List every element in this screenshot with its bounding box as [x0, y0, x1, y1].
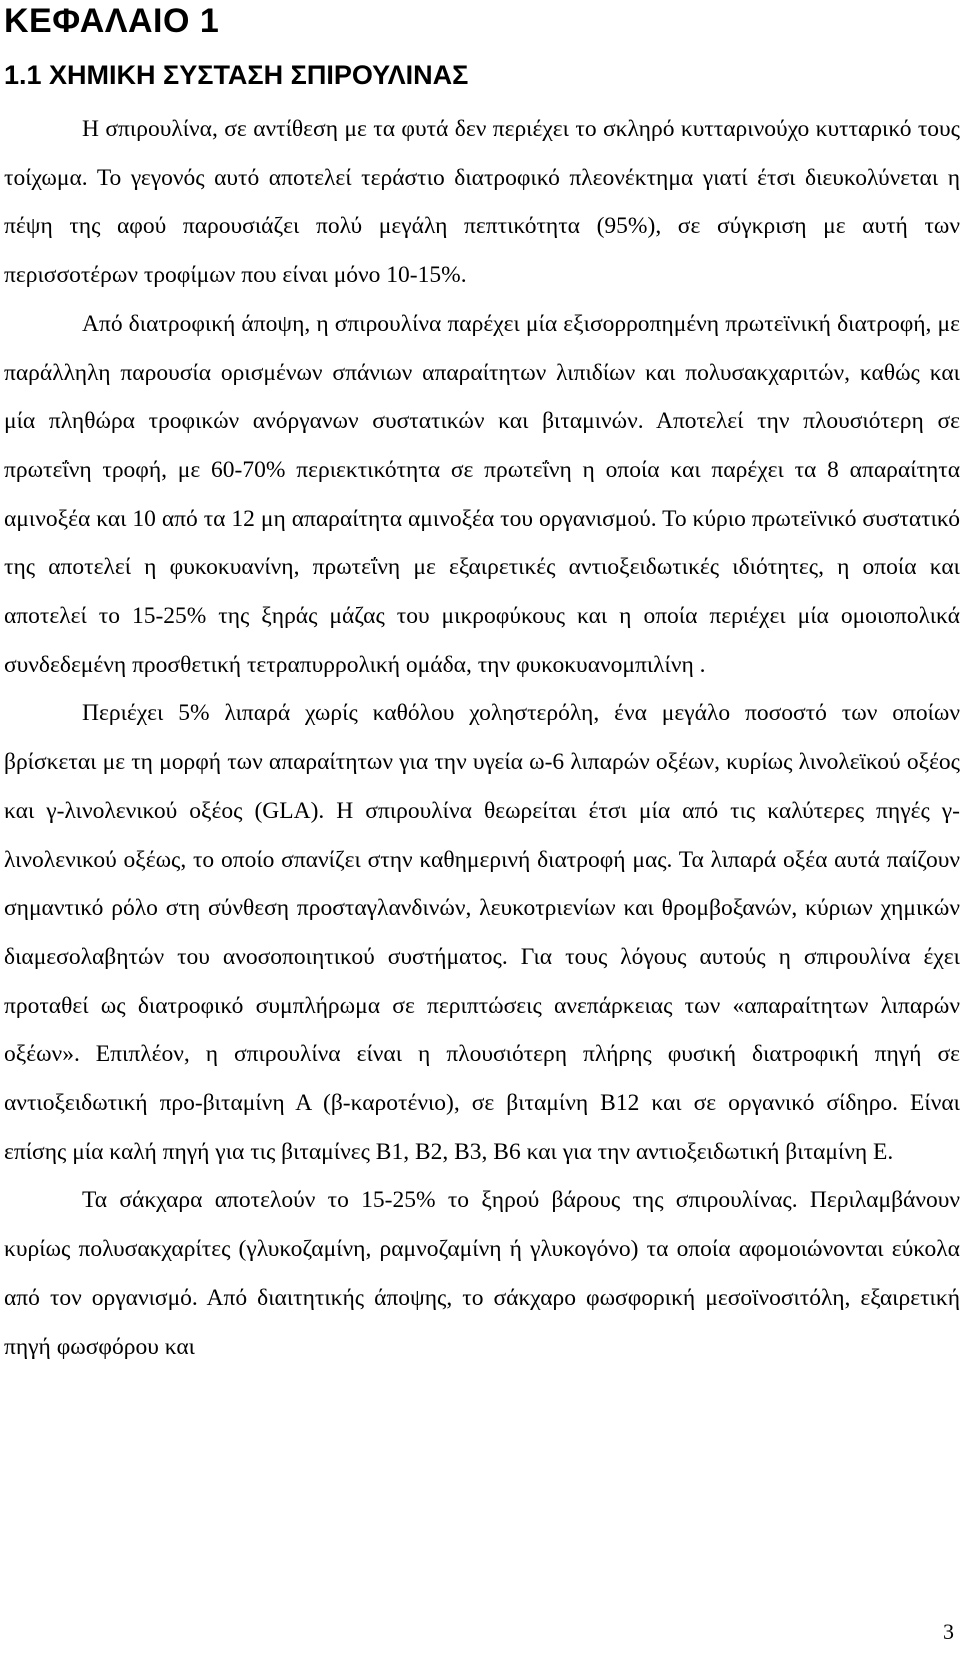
- paragraph: Περιέχει 5% λιπαρά χωρίς καθόλου χοληστερόλη, ένα μεγάλο ποσοστό των οποίων βρίσκεται με τη μορφή των απαραίτητων για την υγεία ω-6 λιπαρών οξέων, κυρίως λινολεϊκού οξέος και γ-λινολενικού οξέος (GLA). Η σπιρουλίνα θεωρείται έτσι μία από τις καλύτερες πηγές γ-λινολενικού οξέως, το οποίο σπανίζει στην καθημερινή διατροφή μας. Τα λιπαρά οξέα αυτά παίζουν σημαντικό ρόλο στη σύνθεση προσταγλανδινών, λευκοτριενίων και θρομβοξανών, κύριων χημικών διαμεσολαβητών του ανοσοποιητικού συστήματος. Για τους λόγους αυτούς η σπιρουλίνα έχει προταθεί ως διατροφικό συμπλήρωμα σε περιπτώσεις ανεπάρκειας των «απαραίτητων λιπαρών οξέων». Επιπλέον, η σπιρουλίνα είναι η πλουσιότερη πλήρης φυσική διατροφική πηγή σε αντιοξειδωτική προ-βιταμίνη Α (β-καροτένιο), σε βιταμίνη Β12 και σε οργανικό σίδηρο. Είναι επίσης μία καλή πηγή για τις βιταμίνες Β1, Β2, Β3, Β6 και για την αντιοξειδωτική βιταμίνη Ε.: [4, 700, 960, 1165]
- paragraph: Η σπιρουλίνα, σε αντίθεση με τα φυτά δεν περιέχει το σκληρό κυτταρινούχο κυτταρικό τους τοίχωμα. Το γεγονός αυτό αποτελεί τεράστιο διατροφικό πλεονέκτημα γιατί έτσι διευκολύνεται η πέψη της αφού παρουσιάζει πολύ μεγάλη πεπτικότητα (95%), σε σύγκριση με αυτή των περισσοτέρων τροφίμων που είναι μόνο 10-15%.: [4, 116, 960, 289]
- section-title: 1.1 ΧΗΜΙΚΗ ΣΥΣΤΑΣΗ ΣΠΙΡΟΥΛΙΝΑΣ: [4, 60, 469, 90]
- body-text: [4, 105, 960, 1371]
- paragraph: Τα σάκχαρα αποτελούν το 15-25% το ξηρού βάρους της σπιρουλίνας. Περιλαμβάνουν κυρίως πολυσακχαρίτες (γλυκοζαμίνη, ραμνοζαμίνη ή γλυκογόνο) τα οποία αφομοιώνονται εύκολα από τον οργανισμό. Από διαιτητικής άποψης, το σάκχαρο φωσφορική μεσοϊνοσιτόλη, εξαιρετική πηγή φωσφόρου και: [4, 1187, 960, 1360]
- page-number: 3: [943, 1619, 954, 1644]
- paragraph: Από διατροφική άποψη, η σπιρουλίνα παρέχει μία εξισορροπημένη πρωτεϊνική διατροφή, με παράλληλη παρουσία ορισμένων σπάνιων απαραίτητων λιπιδίων και πολυσακχαριτών, καθώς και μία πληθώρα τροφικών ανόργανων συστατικών και βιταμινών. Αποτελεί την πλουσιότερη σε πρωτεΐνη τροφή, με 60-70% περιεκτικότητα σε πρωτεΐνη η οποία και παρέχει τα 8 απαραίτητα αμινοξέα και 10 από τα 12 μη απαραίτητα αμινοξέα του οργανισμού. Το κύριο πρωτεϊνικό συστατικό της αποτελεί η φυκοκυανίνη, πρωτεΐνη με εξαιρετικές αντιοξειδωτικές ιδιότητες, η οποία και αποτελεί το 15-25% της ξηράς μάζας του μικροφύκους και η οποία περιέχει μία ομοιοπολικά συνδεδεμένη προσθετική τετραπυρρολική ομάδα, την φυκοκυανομπιλίνη .: [4, 310, 960, 678]
- chapter-title: ΚΕΦΑΛΑΙΟ 1: [4, 2, 220, 40]
